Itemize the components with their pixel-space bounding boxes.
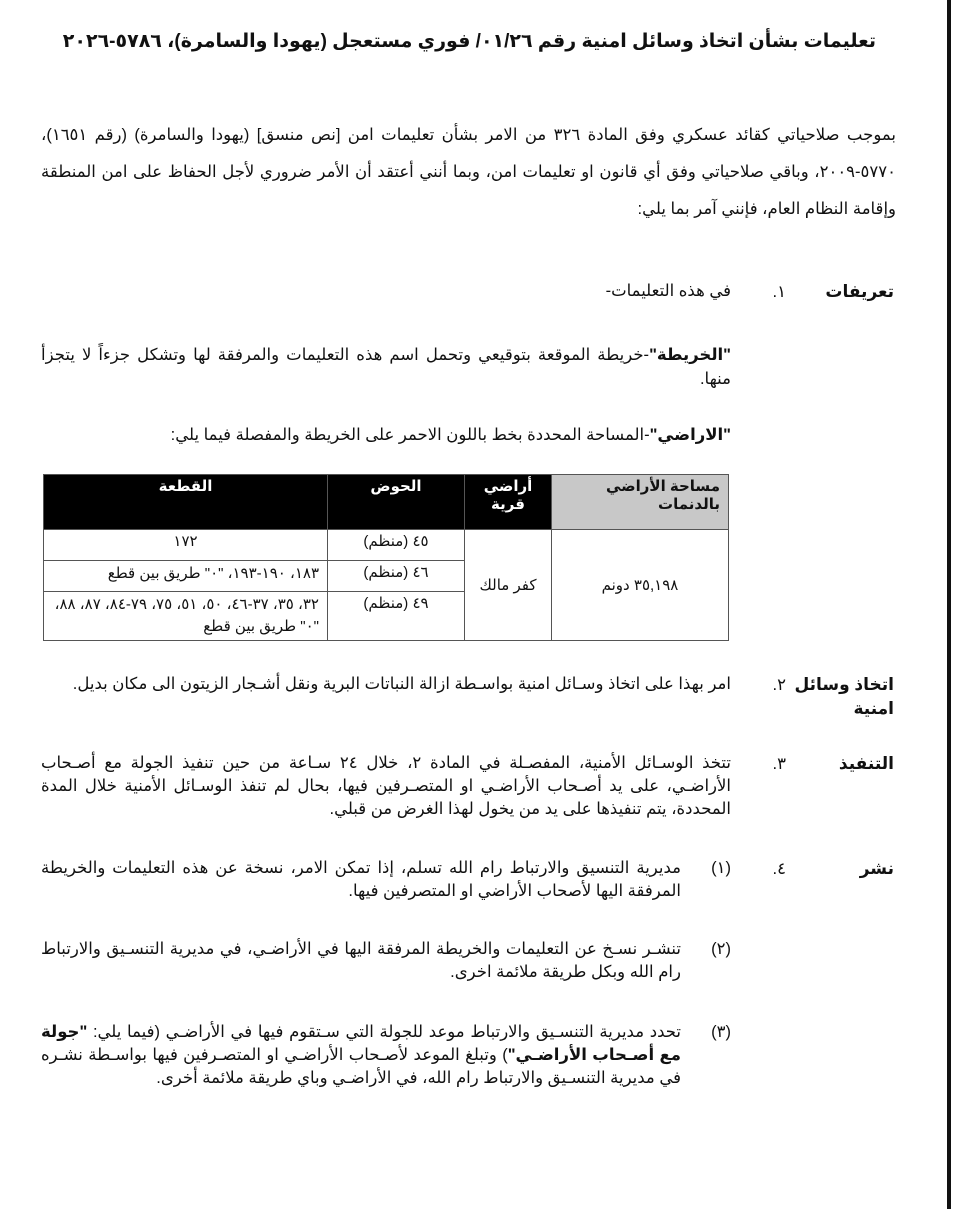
cell-plots: ٣٢، ٣٥، ٣٧-٤٦، ٥٠، ٥١، ٧٥، ٧٩-٨٤، ٨٧، ٨٨، "٠" طريق بين قطع — [44, 592, 328, 641]
definition-term: "الخريطة" — [649, 346, 731, 364]
section-text: امر بهذا على اتخاذ وسـائل امنية بواسـطة ازالة النباتات البرية ونقل أشـجار الزيتون الى مكان بديل. — [72, 675, 731, 693]
section-text: تتخذ الوسـائل الأمنية، المفصـلة في المادة ٢، خلال ٢٤ سـاعة من حين تنفيذ الجولة مع أصـحاب الأراضـي، على يد أصـحاب الأراضـي او المتصـرفين فيها، بحال لم تنفذ الوسـائل الأمنية خلال المدة المحددة، يتم تنفيذها على يد من يخول لهذا الغرض من قبلي. — [41, 754, 731, 818]
definition-term: "الاراضي" — [649, 426, 731, 444]
definition-text: -المساحة المحددة بخط باللون الاحمر على الخريطة والمفصلة فيما يلي: — [170, 426, 650, 444]
header-area: مساحة الأراضي بالدنمات — [552, 475, 729, 530]
subitem-text-part: ) وتبلغ الموعد لأصـحاب الأراضـي او المتصـرفين فيها بواسـطة نشـره في مديرية التنسـيق والارتباط رام الله، في الأراضـي وباي طريقة ملائمة أخرى. — [41, 1046, 681, 1087]
section-label-publication: نشر — [859, 859, 894, 878]
section-number: ١. — [772, 283, 786, 301]
subitem-text: مديرية التنسيق والارتباط رام الله تسلم، إذا تمكن الامر، نسخة عن هذه التعليمات والخريطة المرفقة اليها لأصحاب الأراضي او المتصرفين فيها. — [41, 859, 681, 900]
header-village: أراضي قرية — [465, 475, 552, 530]
definition-map — [41, 343, 731, 391]
cell-basin: ٤٥ (منظم) — [328, 530, 465, 561]
section-text: في هذه التعليمات- — [605, 282, 731, 300]
section-number: ٢. — [772, 676, 786, 694]
cell-plots: ١٧٢ — [44, 530, 328, 561]
subitem-text: تنشـر نسـخ عن التعليمات والخريطة المرفقة اليها في الأراضـي، في مديرية التنسـيق والارتباط رام الله وبكل طريقة ملائمة اخرى. — [41, 940, 681, 981]
subitem-number: (٣) — [711, 1023, 731, 1041]
definition-lands — [41, 423, 731, 447]
subitem-bold-term: "جولة مع أصـحاب الأراضـي" — [41, 1023, 681, 1064]
document-title: تعليمات بشأن اتخاذ وسائل امنية رقم ٠١/٢٦/ فوري مستعجل (يهودا والسامرة)، ٥٧٨٦-٢٠٢٦ — [62, 31, 876, 52]
subitem-number: (١) — [711, 859, 731, 877]
section-label-definitions: تعريفات — [825, 282, 894, 301]
land-table — [43, 474, 729, 641]
cell-basin: ٤٦ (منظم) — [328, 561, 465, 592]
header-plot: القطعة — [44, 475, 328, 530]
page-edge-rule — [947, 0, 951, 1209]
section-label-execution: التنفيذ — [838, 754, 894, 773]
cell-basin: ٤٩ (منظم) — [328, 592, 465, 641]
cell-village: كفر مالك — [465, 530, 552, 641]
cell-area: ٣٥,١٩٨ دونم — [552, 530, 729, 641]
definition-text: -خريطة الموقعة بتوقيعي وتحمل اسم هذه التعليمات والمرفقة لها وتشكل جزءاً لا يتجزأ منها. — [41, 346, 731, 388]
table-row — [44, 530, 729, 561]
header-basin: الحوض — [328, 475, 465, 530]
cell-plots: ١٨٣، ١٩٠-١٩٣، "٠" طريق بين قطع — [44, 561, 328, 592]
subitem-text-part: تحدد مديرية التنسـيق والارتباط موعد للجولة التي سـتقوم فيها في الأراضـي (فيما يلي: — [87, 1023, 681, 1041]
section-number: ٣. — [772, 755, 786, 773]
section-number: ٤. — [772, 860, 786, 878]
table-header-row — [44, 475, 729, 530]
section-label-security-measures: اتخاذ وسائل امنية — [794, 675, 894, 718]
subitem-text — [41, 1021, 681, 1090]
intro-paragraph: بموجب صلاحياتي كقائد عسكري وفق المادة ٣٢٦ من الامر بشأن تعليمات امن [نص منسق] (يهودا والسامرة) (رقم ١٦٥١)، ٥٧٧٠-٢٠٠٩، وباقي صلاحياتي وفق أي قانون او تعليمات امن، وبما أنني أعتقد أن الأمر ضروري لأجل الحفاظ على امن المنطقة وإقامة النظام العام، فإنني آمر بما يلي: — [41, 126, 896, 218]
subitem-number: (٢) — [711, 940, 731, 958]
